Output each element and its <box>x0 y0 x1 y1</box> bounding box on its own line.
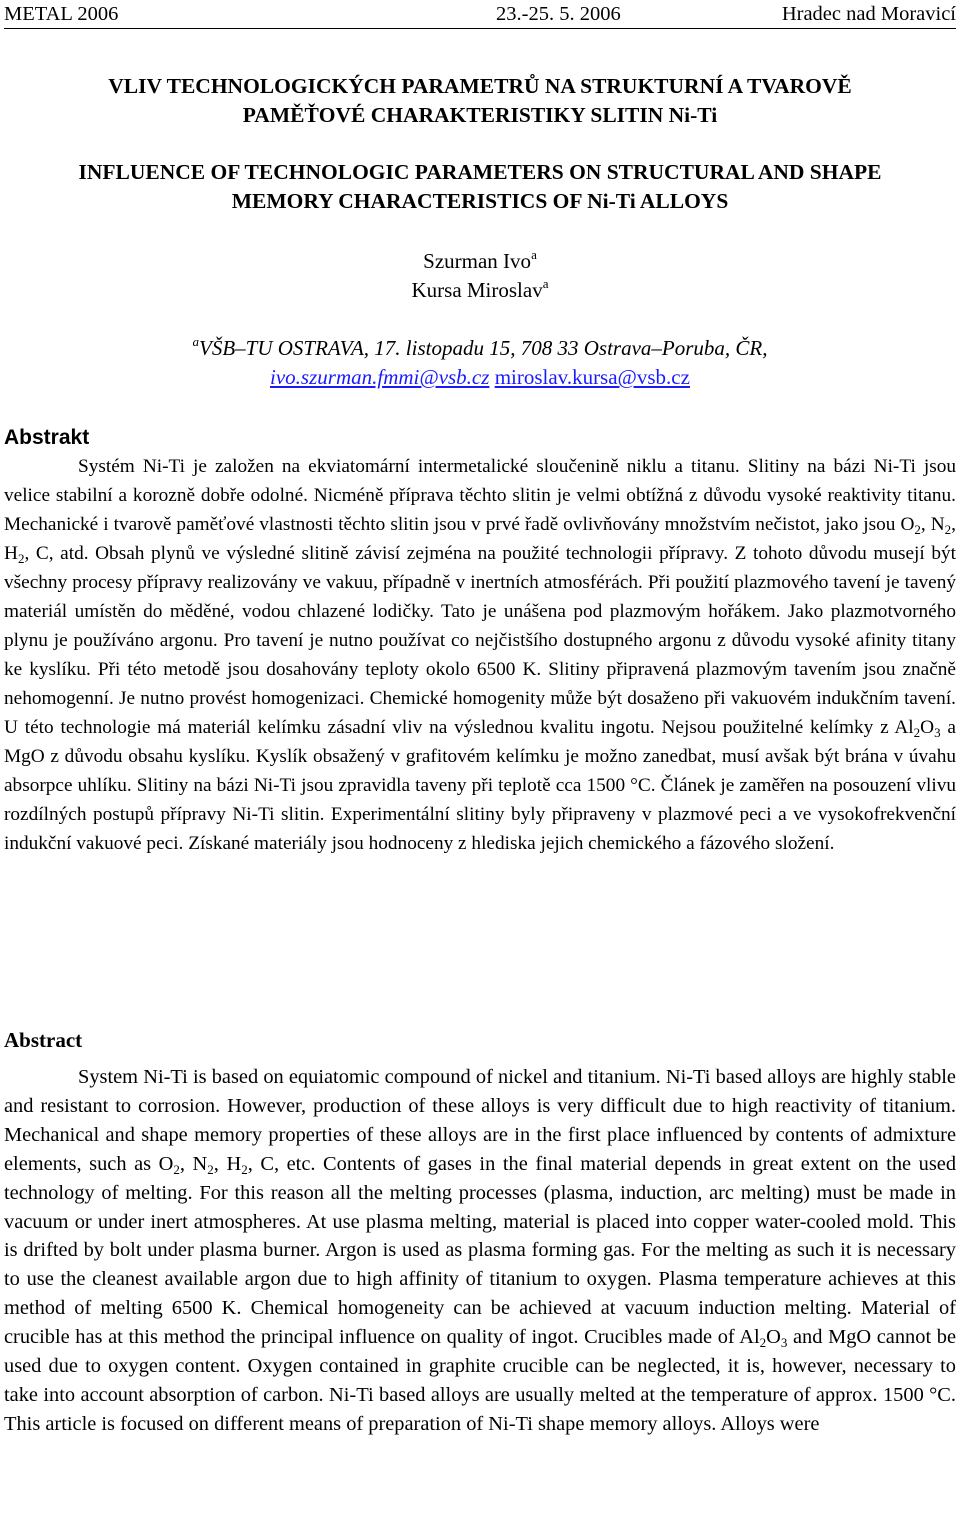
subscript: 2 <box>17 551 25 566</box>
page-header <box>4 0 956 28</box>
affiliation <box>0 334 960 363</box>
author-2-name: Kursa Miroslav <box>411 278 543 302</box>
title-czech-line-1: VLIV TECHNOLOGICKÝCH PARAMETRŮ NA STRUKTURNÍ A TVAROVĚ <box>108 74 852 98</box>
email-link-kursa[interactable]: miroslav.kursa@vsb.cz <box>494 365 690 389</box>
subscript: 2 <box>944 522 952 537</box>
abstract-english-fragment: O <box>766 1326 781 1349</box>
affiliation-mark: a <box>192 334 199 349</box>
author-1 <box>0 247 960 276</box>
title-czech <box>0 72 960 130</box>
abstract-czech-part-3: a MgO z důvodu obsahu kyslíku. Kyslík obsažený v grafitovém kelímku je možno zanedbat, musí avšak být brána v úvahu absorpce uhlíku. Slitiny na bázi Ni-Ti jsou zpravidla taveny při teplotě cca 1500 °C. Článek je zaměřen na posouzení vlivu rozdílných postupů přípravy Ni-Ti slitin. Experimentální slitiny byly připraveny v plazmové peci a ve vysokofrekvenční indukční vakuové peci. Získané materiály jsou hodnoceny z hlediska jejich chemického a fázového složení. <box>4 717 956 854</box>
conference-dates: 23.-25. 5. 2006 <box>496 3 621 25</box>
abstract-english-heading: Abstract <box>4 1028 83 1052</box>
subscript: 2 <box>759 1335 767 1351</box>
abstract-czech-heading: Abstrakt <box>4 426 90 449</box>
abstract-czech-fragment: , N <box>920 514 945 535</box>
subscript: 2 <box>173 1161 180 1177</box>
conference-location: Hradec nad Moravicí <box>781 3 956 25</box>
subscript: 3 <box>934 725 941 740</box>
abstract-english-fragment: , N <box>179 1152 208 1175</box>
abstract-czech-text <box>4 452 956 858</box>
subscript: 2 <box>913 725 921 740</box>
abstract-english-part-2: , C, etc. Contents of gases in the final material depends in great extent on the used technology of melting. For this reason all the melting processes (plasma, induction, arc melting) must be made in vacuum or under inert atmospheres. At use plasma melting, material is placed into copper water-cooled mold. This is drifted by bolt under plasma burner. Argon is used as plasma forming gas. For the melting as such it is necessary to use the cleanest available argon due to high affinity of titanium to oxygen. Plasma temperature achieves at this method of melting 6500 K. Chemical homogeneity can be achieved at vacuum induction melting. Material of crucible has at this method the principal influence on quality of ingot. Crucibles made of Al <box>4 1152 957 1349</box>
abstract-czech-fragment: O <box>920 717 935 738</box>
abstract-czech-part-2: , C, atd. Obsah plynů ve výsledné slitině závisí zejména na použité technologii přípravy. Z tohoto důvodu musejí být všechny procesy přípravy realizovány ve vakuu, případně v inertních atmosférách. Při použití plazmového tavení je tavený materiál umístěn do měděné, vodou chlazené lodičky. Tato je unášena pod plazmovým hořákem. Jako plazmotvorného plynu je používáno argonu. Pro tavení je nutno používat co nejčistšího dostupného argonu z důvodu vysoké afinity titany ke kyslíku. Při této metodě jsou dosahovány teploty okolo 6500 K. Slitiny připravená plazmovým tavením jsou značně nehomogenní. Je nutno provést homogenizaci. Chemické homogenity může být dosaženo při vakuovém indukčním tavení. U této technologie má materiál kelímku zásadní vliv na výslednou kvalitu ingotu. Nejsou použitelné kelímky z Al <box>4 543 956 738</box>
title-english <box>0 158 960 216</box>
title-english-line-2: MEMORY CHARACTERISTICS OF Ni-Ti ALLOYS <box>231 189 729 213</box>
email-link-szurman[interactable]: ivo.szurman.fmmi@vsb.cz <box>270 365 490 389</box>
affiliation-text: VŠB–TU OSTRAVA, 17. listopadu 15, 708 33 Ostrava–Poruba, ČR, <box>199 336 768 360</box>
author-2 <box>0 276 960 305</box>
abstract-czech-fragment: , H <box>4 514 956 564</box>
abstract-english-text <box>4 1063 956 1439</box>
email-list <box>0 363 960 392</box>
abstract-english-part-1: System Ni-Ti is based on equiatomic compound of nickel and titanium. Ni-Ti based alloys are highly stable and resistant to corrosion. However, production of these alloys is very difficult due to high reactivity of titanium. Mechanical and shape memory properties of these alloys are in the first place influenced by contents of admixture elements, such as O <box>4 1066 956 1175</box>
author-1-affiliation-mark: a <box>531 247 537 262</box>
author-list <box>0 247 960 305</box>
subscript: 3 <box>780 1335 788 1351</box>
title-czech-line-2: PAMĚŤOVÉ CHARAKTERISTIKY SLITIN Ni-Ti <box>242 103 718 127</box>
abstract-english-part-3: and MgO cannot be used due to oxygen content. Oxygen contained in graphite crucible can be neglected, it is, however, necessary to take into account absorption of carbon. Ni-Ti based alloys are usually melted at the temperature of approx. 1500 °C. This article is focused on different means of preparation of Ni-Ti shape memory alloys. Alloys were <box>4 1326 956 1435</box>
abstract-czech-part-1: Systém Ni-Ti je založen na ekviatomární intermetalické sloučenině niklu a titanu. Slitiny na bázi Ni-Ti jsou velice stabilní a korozně dobře odolné. Nicméně příprava těchto slitin je velmi obtížná z důvodu vysoké reaktivity titanu. Mechanické i tvarově paměťové vlastnosti těchto slitin jsou v prvé řadě ovlivňovány množstvím nečistot, jako jsou O <box>4 456 956 535</box>
conference-name: METAL 2006 <box>4 3 119 25</box>
subscript: 2 <box>241 1161 248 1177</box>
title-english-line-1: INFLUENCE OF TECHNOLOGIC PARAMETERS ON STRUCTURAL AND SHAPE <box>78 160 882 184</box>
header-divider <box>4 28 956 29</box>
subscript: 2 <box>914 522 921 537</box>
subscript: 2 <box>207 1161 214 1177</box>
author-2-affiliation-mark: a <box>542 276 549 291</box>
author-1-name: Szurman Ivo <box>423 249 532 273</box>
abstract-english-fragment: , H <box>213 1152 242 1175</box>
